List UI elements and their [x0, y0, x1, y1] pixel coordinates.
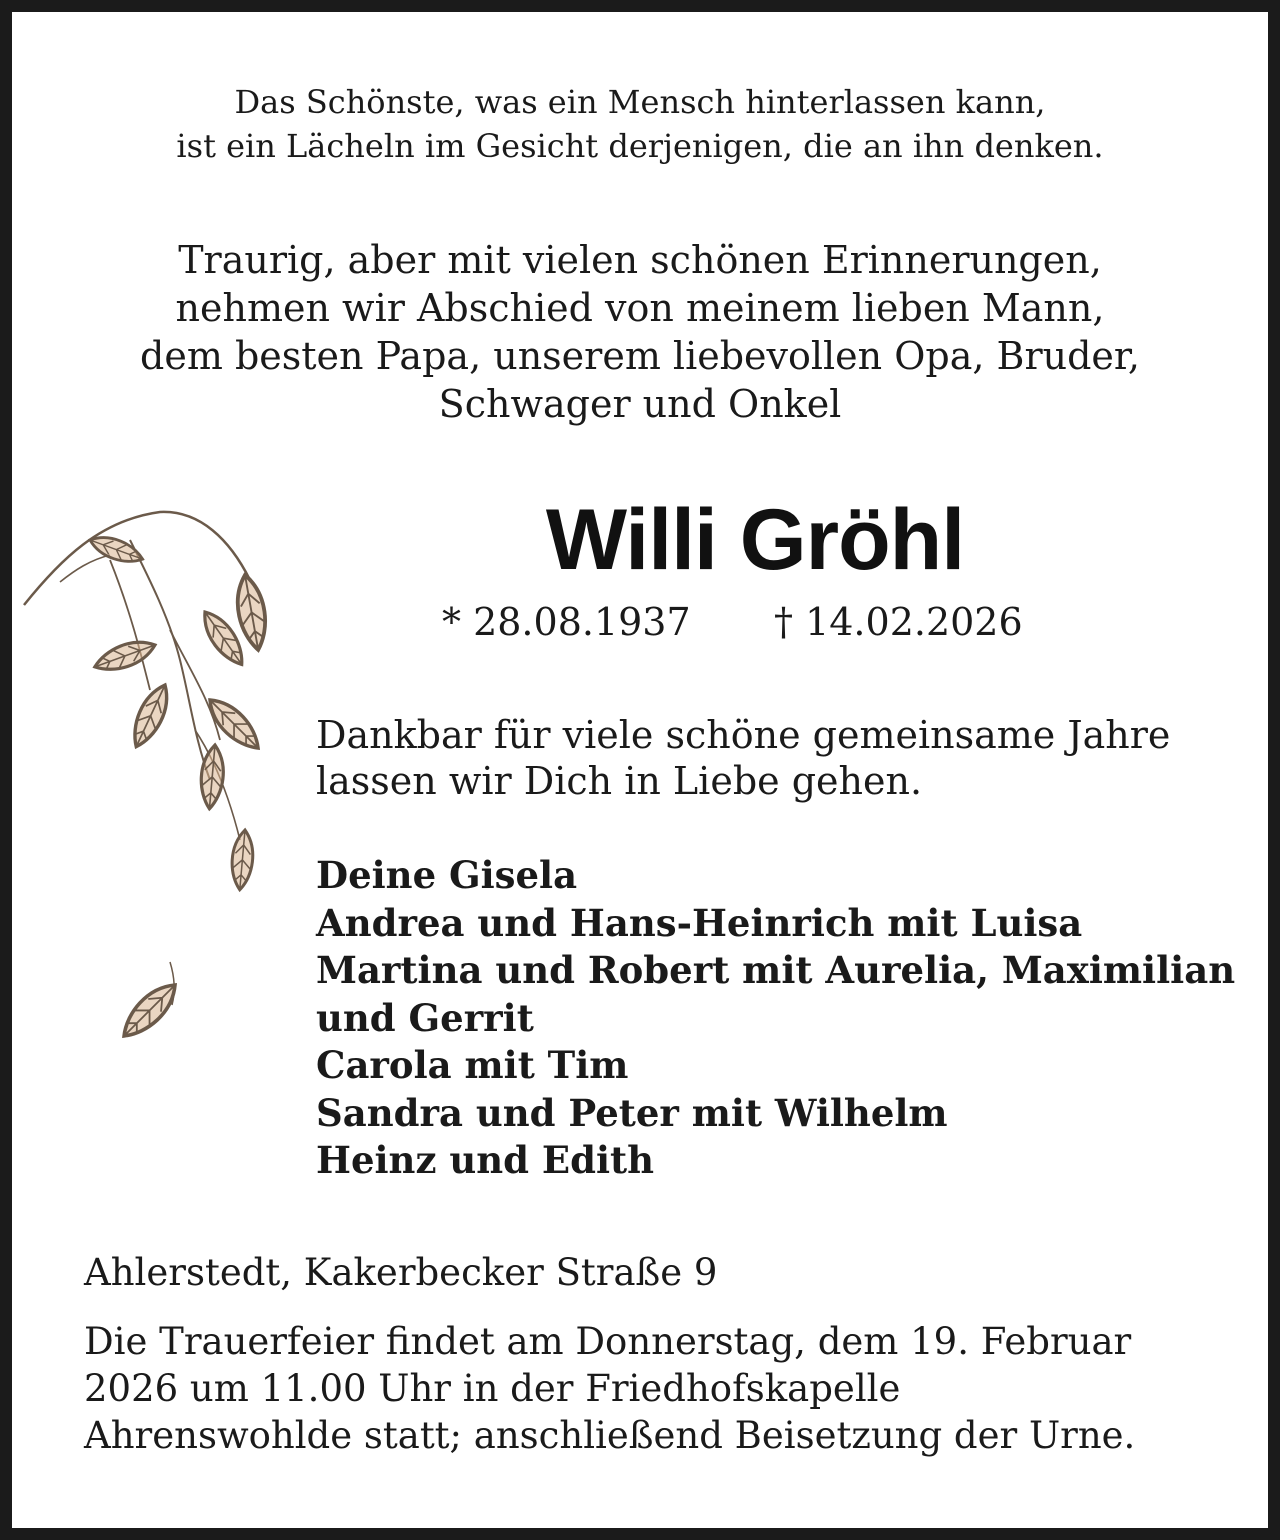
gratitude-text: [316, 712, 1236, 804]
mourner-entry: Andrea und Hans-Heinrich mit Luisa: [316, 900, 1083, 945]
service-line: 2026 um 11.00 Uhr in der Friedhofskapelle: [84, 1367, 901, 1410]
opening-quote: [0, 80, 1280, 168]
birth-date: * 28.08.1937: [442, 600, 691, 644]
family-address: Ahlerstedt, Kakerbecker Straße 9: [84, 1251, 718, 1294]
mourner-entry: Martina und Robert mit Aurelia, Maximilian: [316, 948, 1236, 992]
intro-line: nehmen wir Abschied von meinem lieben Mann,: [175, 286, 1105, 330]
mourner-entry: Sandra und Peter mit Wilhelm: [316, 1090, 948, 1135]
mourners-list: [316, 852, 1246, 1185]
farewell-intro: [0, 236, 1280, 428]
deceased-name: Willi Gröhl: [545, 492, 965, 588]
mourner-entry: Carola mit Tim: [316, 1043, 629, 1087]
intro-line: Traurig, aber mit vielen schönen Erinnerungen,: [178, 238, 1102, 282]
quote-line: ist ein Lächeln im Gesicht derjenigen, die an ihn denken.: [176, 127, 1104, 165]
intro-line: Schwager und Onkel: [438, 382, 842, 426]
gratitude-line: lassen wir Dich in Liebe gehen.: [316, 759, 923, 803]
mourner-entry: Heinz und Edith: [316, 1138, 655, 1182]
autumn-leaf-branch-icon: [20, 500, 300, 1080]
mourner-entry: und Gerrit: [316, 995, 534, 1040]
intro-line: dem besten Papa, unserem liebevollen Opa, Bruder,: [140, 334, 1140, 378]
quote-line: Das Schönste, was ein Mensch hinterlassen kann,: [234, 83, 1046, 121]
service-line: Die Trauerfeier findet am Donnerstag, dem 19. Februar: [84, 1320, 1132, 1363]
funeral-service-notice: [84, 1318, 1224, 1459]
service-line: Ahrenswohlde statt; anschließend Beisetzung der Urne.: [84, 1414, 1136, 1457]
mourner-entry: Deine Gisela: [316, 853, 578, 897]
death-date: † 14.02.2026: [774, 600, 1023, 644]
gratitude-line: Dankbar für viele schöne gemeinsame Jahre: [316, 713, 1171, 757]
